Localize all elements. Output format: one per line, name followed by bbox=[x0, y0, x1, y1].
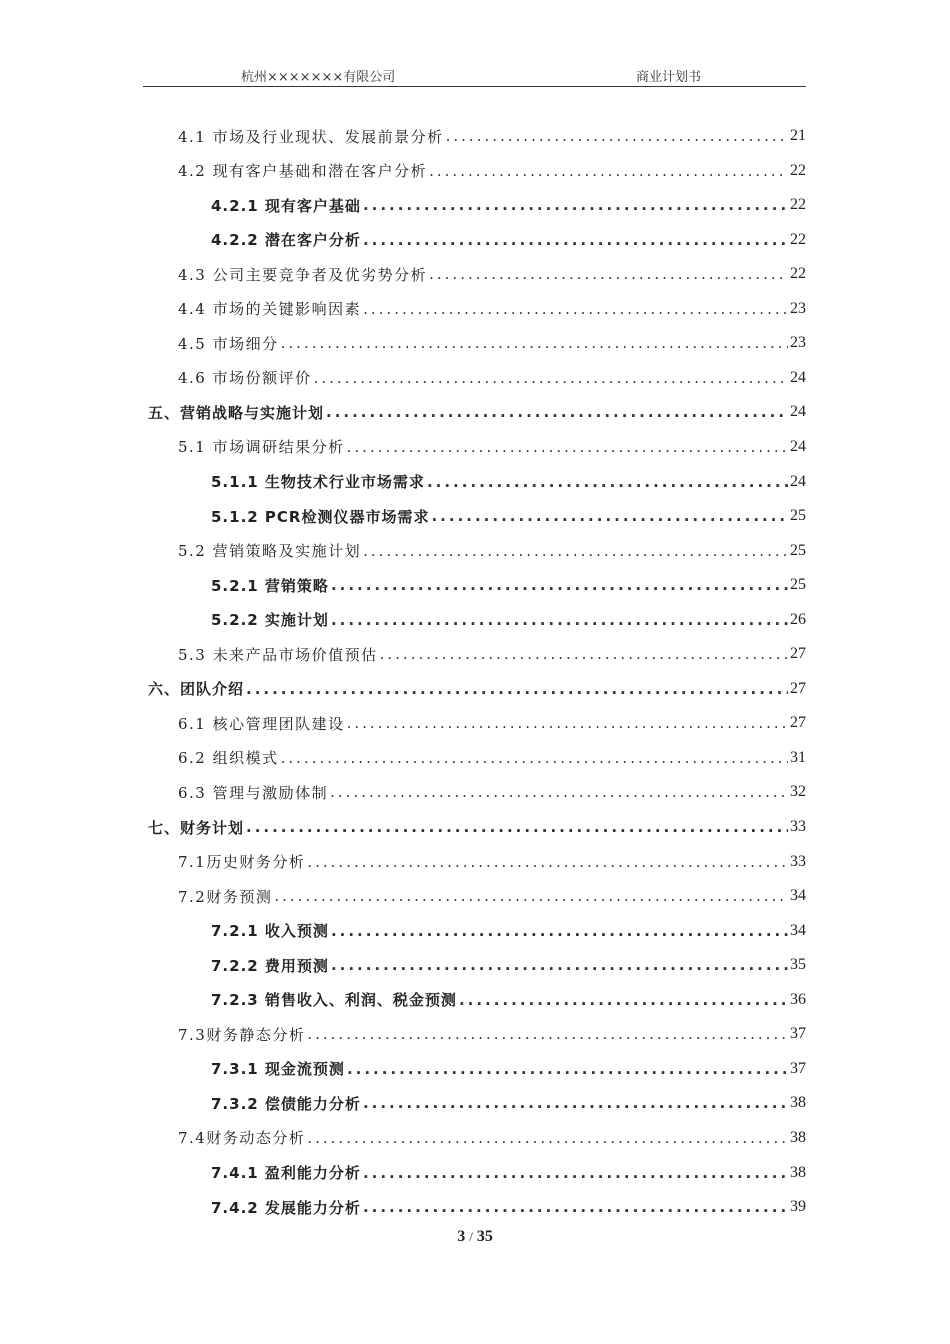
toc-entry[interactable] bbox=[211, 983, 806, 1017]
toc-dot-leader bbox=[307, 853, 788, 871]
toc-entry-title: 7.2.2 费用预测 bbox=[211, 956, 329, 975]
toc-dot-leader bbox=[281, 334, 788, 352]
toc-entry-title: 六、团队介绍 bbox=[148, 680, 245, 699]
toc-entry-page-number: 22 bbox=[790, 161, 806, 179]
toc-entry-page-number: 32 bbox=[790, 783, 806, 801]
toc-entry-title: 4.6 市场份额评价 bbox=[178, 369, 312, 388]
toc-entry[interactable] bbox=[178, 741, 806, 775]
toc-entry[interactable] bbox=[178, 1017, 806, 1051]
toc-entry-title: 7.1历史财务分析 bbox=[178, 853, 306, 872]
toc-entry-page-number: 27 bbox=[790, 679, 806, 697]
toc-entry-page-number: 25 bbox=[790, 507, 806, 525]
toc-entry-title: 7.4财务动态分析 bbox=[178, 1129, 306, 1148]
toc-entry[interactable] bbox=[178, 534, 806, 568]
toc-entry[interactable] bbox=[211, 188, 806, 222]
toc-entry[interactable] bbox=[211, 1156, 806, 1190]
toc-entry-page-number: 31 bbox=[790, 748, 806, 766]
toc-dot-leader bbox=[363, 1198, 788, 1216]
toc-entry-title: 5.1 市场调研结果分析 bbox=[178, 438, 345, 457]
toc-entry-page-number: 21 bbox=[790, 127, 806, 144]
page-separator: / bbox=[469, 1229, 473, 1244]
toc-entry-title: 5.3 未来产品市场价值预估 bbox=[178, 645, 378, 664]
toc-entry-page-number: 24 bbox=[790, 368, 806, 386]
toc-dot-leader bbox=[363, 1094, 788, 1112]
toc-entry[interactable] bbox=[211, 1086, 806, 1120]
toc-entry-title: 5.2.2 实施计划 bbox=[211, 611, 329, 630]
toc-entry[interactable] bbox=[211, 465, 806, 499]
toc-entry[interactable] bbox=[178, 361, 806, 395]
toc-entry-page-number: 34 bbox=[790, 921, 806, 939]
toc-entry-page-number: 25 bbox=[790, 541, 806, 559]
toc-entry-title: 五、营销战略与实施计划 bbox=[148, 403, 325, 422]
page-header bbox=[143, 66, 806, 87]
toc-entry[interactable] bbox=[211, 499, 806, 533]
toc-dot-leader bbox=[281, 749, 788, 767]
toc-entry-title: 6.2 组织模式 bbox=[178, 749, 279, 768]
toc-entry-page-number: 24 bbox=[790, 403, 806, 421]
toc-entry-page-number: 37 bbox=[790, 1025, 806, 1043]
toc-entry[interactable] bbox=[211, 603, 806, 637]
toc-dot-leader bbox=[363, 1164, 788, 1182]
total-page-count: 35 bbox=[476, 1228, 493, 1245]
current-page-number: 3 bbox=[457, 1228, 466, 1245]
toc-dot-leader bbox=[363, 542, 788, 560]
toc-entry-page-number: 38 bbox=[790, 1128, 806, 1146]
toc-entry-title: 4.2.2 潜在客户分析 bbox=[211, 231, 361, 250]
toc-entry-page-number: 23 bbox=[790, 299, 806, 317]
toc-entry[interactable] bbox=[178, 845, 806, 879]
toc-dot-leader bbox=[380, 645, 788, 663]
toc-entry[interactable] bbox=[211, 1052, 806, 1086]
toc-entry-page-number: 33 bbox=[790, 852, 806, 870]
toc-dot-leader bbox=[326, 403, 788, 421]
toc-entry-title: 6.1 核心管理团队建设 bbox=[178, 714, 345, 733]
header-document-title: 商业计划书 bbox=[636, 70, 702, 85]
toc-dot-leader bbox=[347, 714, 788, 732]
toc-entry-title: 7.2财务预测 bbox=[178, 887, 273, 906]
toc-entry-page-number: 35 bbox=[790, 956, 806, 974]
toc-entry-page-number: 22 bbox=[790, 230, 806, 248]
toc-entry-page-number: 22 bbox=[790, 196, 806, 214]
toc-dot-leader bbox=[347, 438, 788, 456]
toc-entry[interactable] bbox=[178, 257, 806, 291]
toc-entry-title: 7.3.1 现金流预测 bbox=[211, 1060, 345, 1079]
toc-dot-leader bbox=[446, 127, 788, 145]
toc-entry-title: 4.4 市场的关键影响因素 bbox=[178, 300, 362, 319]
toc-entry[interactable] bbox=[178, 1121, 806, 1155]
toc-entry-page-number: 24 bbox=[790, 437, 806, 455]
toc-dot-leader bbox=[459, 991, 788, 1009]
toc-entry[interactable] bbox=[178, 706, 806, 740]
toc-dot-leader bbox=[314, 369, 788, 387]
toc-dot-leader bbox=[331, 611, 788, 629]
toc-entry[interactable] bbox=[178, 879, 806, 913]
toc-entry-title: 4.1 市场及行业现状、发展前景分析 bbox=[178, 127, 444, 146]
toc-dot-leader bbox=[246, 818, 788, 836]
toc-entry-title: 4.3 公司主要竞争者及优劣势分析 bbox=[178, 265, 428, 284]
toc-dot-leader bbox=[429, 265, 788, 283]
toc-dot-leader bbox=[347, 1060, 788, 1078]
toc-entry-title: 4.2.1 现有客户基础 bbox=[211, 196, 361, 215]
toc-entry-title: 7.2.1 收入预测 bbox=[211, 922, 329, 941]
toc-entry-title: 5.2 营销策略及实施计划 bbox=[178, 542, 362, 561]
page-footer bbox=[0, 1228, 950, 1246]
toc-entry[interactable] bbox=[178, 775, 806, 809]
toc-entry-page-number: 36 bbox=[790, 990, 806, 1008]
toc-entry[interactable] bbox=[178, 326, 806, 360]
toc-entry-page-number: 38 bbox=[790, 1163, 806, 1181]
toc-dot-leader bbox=[363, 196, 788, 214]
toc-dot-leader bbox=[307, 1129, 788, 1147]
toc-entry-page-number: 38 bbox=[790, 1094, 806, 1112]
toc-entry-title: 7.4.2 发展能力分析 bbox=[211, 1198, 361, 1217]
toc-entry-title: 6.3 管理与激励体制 bbox=[178, 783, 329, 802]
toc-dot-leader bbox=[331, 576, 788, 594]
toc-entry-page-number: 25 bbox=[790, 576, 806, 594]
toc-entry-page-number: 23 bbox=[790, 334, 806, 352]
toc-dot-leader bbox=[330, 783, 788, 801]
toc-entry[interactable] bbox=[178, 430, 806, 464]
toc-entry-page-number: 33 bbox=[790, 818, 806, 835]
toc-entry[interactable] bbox=[178, 154, 806, 188]
toc-dot-leader bbox=[274, 887, 788, 905]
toc-entry[interactable] bbox=[211, 948, 806, 982]
toc-entry[interactable] bbox=[211, 223, 806, 257]
toc-entry-page-number: 27 bbox=[790, 714, 806, 732]
toc-entry-page-number: 24 bbox=[790, 472, 806, 490]
toc-entry-title: 7.4.1 盈利能力分析 bbox=[211, 1164, 361, 1182]
toc-dot-leader bbox=[429, 162, 788, 180]
toc-entry[interactable] bbox=[178, 119, 806, 153]
toc-entry-title: 5.2.1 营销策略 bbox=[211, 576, 329, 595]
toc-entry[interactable] bbox=[211, 914, 806, 948]
toc-entry-title: 7.3.2 偿债能力分析 bbox=[211, 1094, 361, 1113]
toc-entry-title: 4.5 市场细分 bbox=[178, 334, 279, 353]
toc-entry-page-number: 27 bbox=[790, 645, 806, 663]
toc-entry[interactable] bbox=[211, 1190, 806, 1224]
toc-dot-leader bbox=[307, 1025, 788, 1043]
toc-entry[interactable] bbox=[148, 672, 806, 706]
toc-entry-title: 4.2 现有客户基础和潜在客户分析 bbox=[178, 162, 428, 181]
toc-dot-leader bbox=[331, 922, 788, 940]
toc-entry-title: 7.2.3 销售收入、利润、税金预测 bbox=[211, 991, 457, 1010]
toc-entry-page-number: 26 bbox=[790, 610, 806, 628]
toc-entry[interactable] bbox=[148, 810, 806, 844]
toc-entry-title: 5.1.2 PCR检测仪器市场需求 bbox=[211, 507, 430, 526]
toc-entry[interactable] bbox=[211, 568, 806, 602]
toc-entry[interactable] bbox=[178, 637, 806, 671]
toc-entry-page-number: 34 bbox=[790, 887, 806, 905]
toc-entry-page-number: 37 bbox=[790, 1059, 806, 1077]
toc-dot-leader bbox=[427, 473, 788, 491]
toc-dot-leader bbox=[331, 956, 788, 974]
toc-entry-page-number: 39 bbox=[790, 1198, 806, 1216]
toc-dot-leader bbox=[431, 507, 788, 525]
toc-entry-title: 七、财务计划 bbox=[148, 818, 245, 837]
toc-entry[interactable] bbox=[148, 395, 806, 429]
toc-entry-title: 7.3财务静态分析 bbox=[178, 1025, 306, 1044]
toc-dot-leader bbox=[246, 680, 788, 698]
toc-entry-title: 5.1.1 生物技术行业市场需求 bbox=[211, 473, 425, 491]
toc-entry-page-number: 22 bbox=[790, 265, 806, 283]
header-company-name: 杭州×××××××有限公司 bbox=[241, 70, 396, 85]
toc-dot-leader bbox=[363, 300, 788, 318]
toc-entry[interactable] bbox=[178, 292, 806, 326]
toc-dot-leader bbox=[363, 231, 788, 249]
